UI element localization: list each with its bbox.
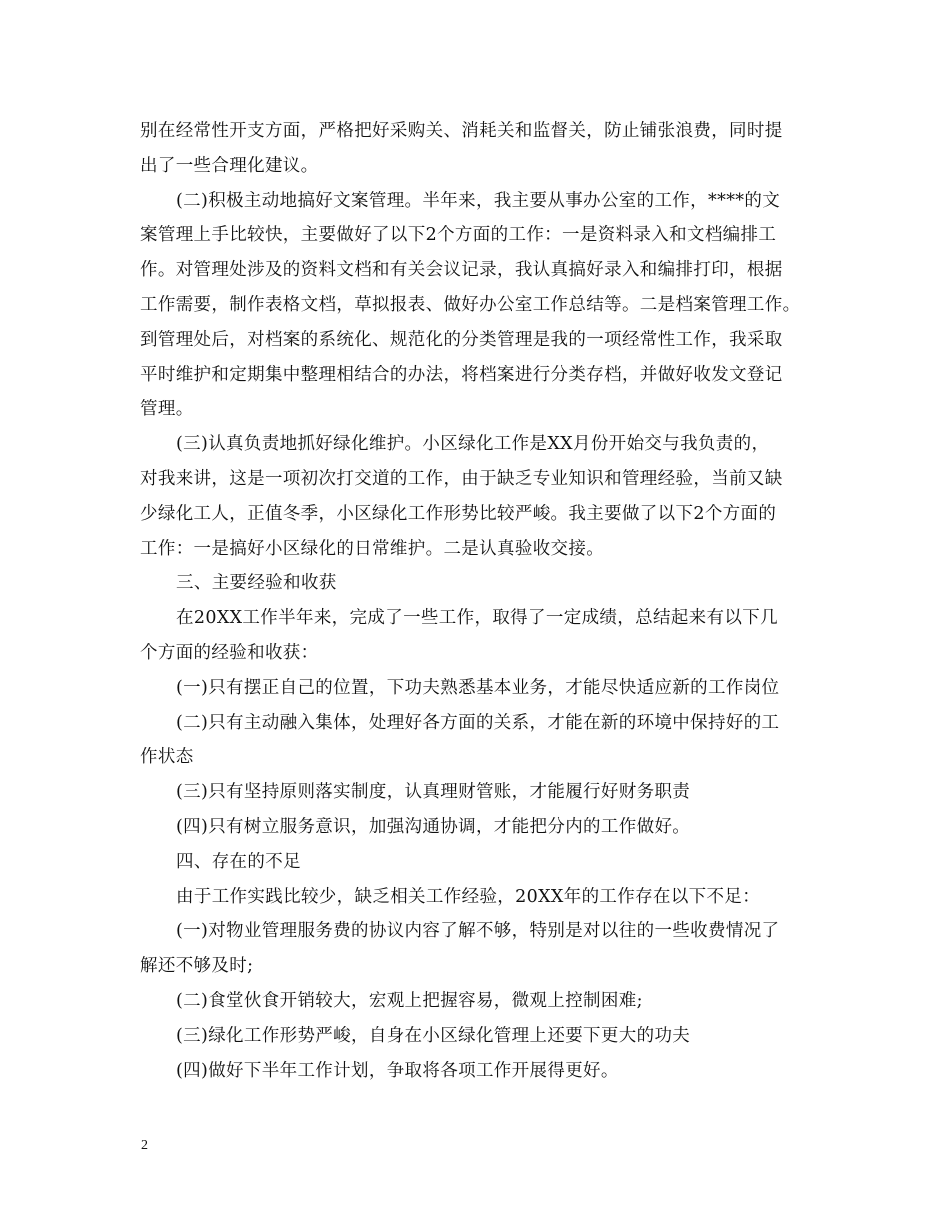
text-line: 解还不够及时; xyxy=(140,956,254,977)
text-line: (二)积极主动地搞好文案管理。半年来，我主要从事办公室的工作，****的文 xyxy=(176,190,781,211)
page-number: 2 xyxy=(141,1138,148,1153)
text-line: (三)认真负责地抓好绿化维护。小区绿化工作是XX月份开始交与我负责的， xyxy=(176,434,770,455)
text-line: 三、主要经验和收获 xyxy=(176,573,337,594)
text-line: 四、存在的不足 xyxy=(176,851,301,872)
text-line: 管理。 xyxy=(140,399,194,420)
text-line: 对我来讲，这是一项初次打交道的工作，由于缺乏专业知识和管理经验，当前又缺 xyxy=(140,468,783,489)
text-line: 出了一些合理化建议。 xyxy=(140,155,319,176)
text-line: 工作需要，制作表格文档，草拟报表、做好办公室工作总结等。二是档案管理工作。 xyxy=(140,294,801,315)
text-line: (一)只有摆正自己的位置，下功夫熟悉基本业务，才能尽快适应新的工作岗位 xyxy=(176,677,780,698)
text-line: (三)绿化工作形势严峻，自身在小区绿化管理上还要下更大的功夫 xyxy=(176,1025,691,1046)
text-line: (二)食堂伙食开销较大，宏观上把握容易，微观上控制困难; xyxy=(176,990,643,1011)
text-line: 平时维护和定期集中整理相结合的办法，将档案进行分类存档，并做好收发文登记 xyxy=(140,364,783,385)
text-line: (四)只有树立服务意识，加强沟通协调，才能把分内的工作做好。 xyxy=(176,816,691,837)
text-line: 案管理上手比较快，主要做好了以下2个方面的工作：一是资料录入和文档编排工 xyxy=(140,225,777,246)
text-line: 工作：一是搞好小区绿化的日常维护。二是认真验收交接。 xyxy=(140,538,605,559)
document-body xyxy=(140,114,815,1088)
text-line: 作。对管理处涉及的资料文档和有关会议记录，我认真搞好录入和编排打印，根据 xyxy=(140,260,783,281)
text-line: (二)只有主动融入集体，处理好各方面的关系，才能在新的环境中保持好的工 xyxy=(176,712,780,733)
text-line: (四)做好下半年工作计划，争取将各项工作开展得更好。 xyxy=(176,1060,619,1081)
text-line: 别在经常性开支方面，严格把好采购关、消耗关和监督关，防止铺张浪费，同时提 xyxy=(140,121,783,141)
text-line: 个方面的经验和收获： xyxy=(140,642,319,663)
text-line: 到管理处后，对档案的系统化、规范化的分类管理是我的一项经常性工作，我采取 xyxy=(140,329,783,350)
text-line: 作状态 xyxy=(140,747,194,768)
text-line: 少绿化工人，正值冬季，小区绿化工作形势比较严峻。我主要做了以下2个方面的 xyxy=(140,503,777,524)
text-line: (三)只有坚持原则落实制度，认真理财管账，才能履行好财务职责 xyxy=(176,782,691,803)
text-line: 在20XX工作半年来，完成了一些工作，取得了一定成绩，总结起来有以下几 xyxy=(176,608,778,629)
text-line: (一)对物业管理服务费的协议内容了解不够，特别是对以往的一些收费情况了 xyxy=(176,921,780,942)
text-line: 由于工作实践比较少，缺乏相关工作经验，20XX年的工作存在以下不足： xyxy=(176,886,761,907)
